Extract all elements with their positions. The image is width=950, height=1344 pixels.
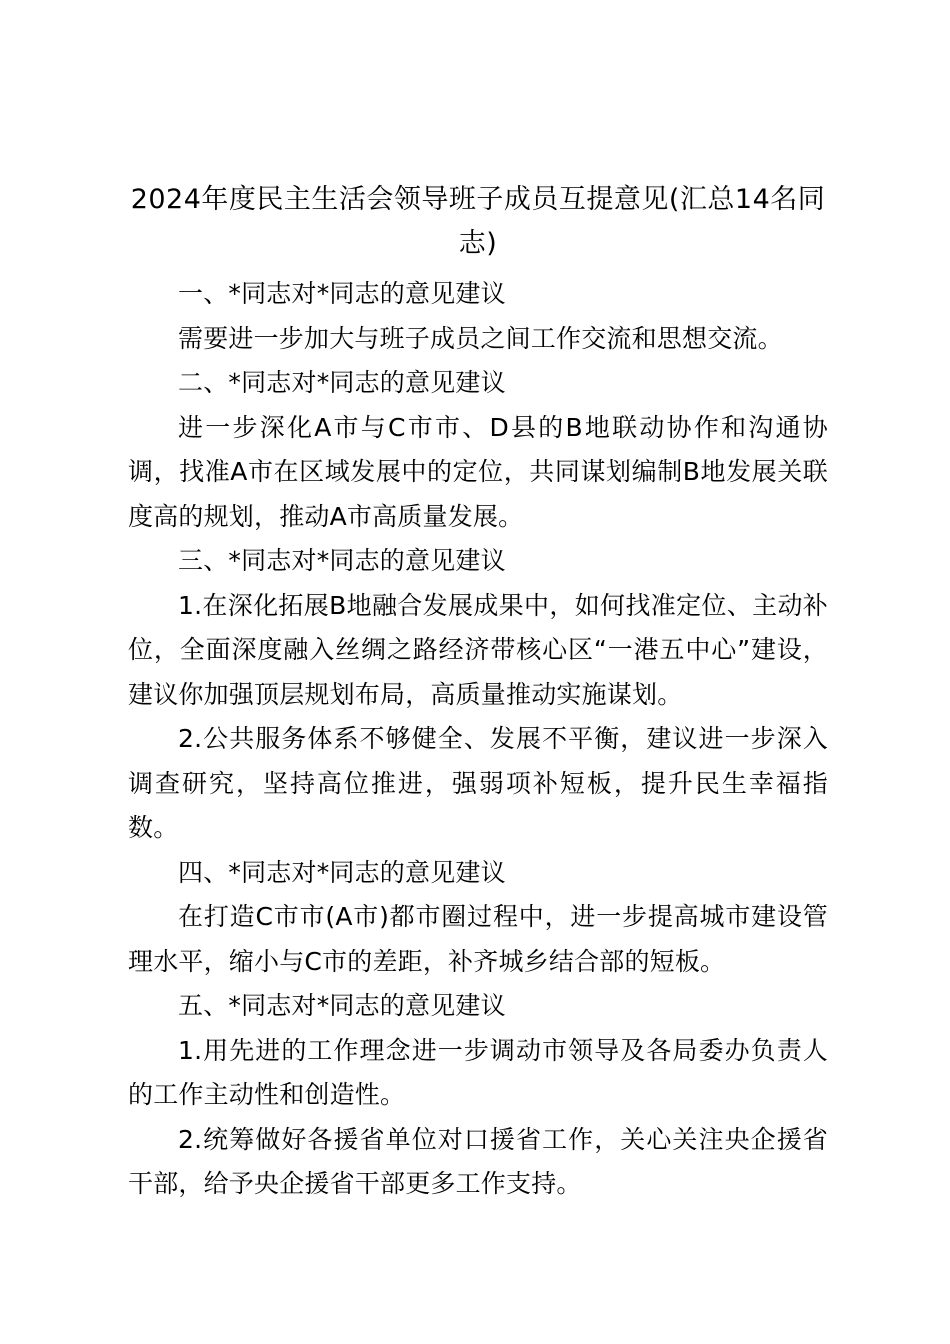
section-heading-3: 三、*同志对*同志的意见建议 — [178, 546, 506, 575]
section-heading-1: 一、*同志对*同志的意见建议 — [178, 279, 506, 308]
section-heading-4: 四、*同志对*同志的意见建议 — [178, 857, 506, 887]
section-body-2: 进一步深化A市与C市市、D县的B地联动协作和沟通协调，找准A市在区域发展中的定位，共同谋划编制B地发展关联度高的规划，推动A市高质量发展。 — [128, 412, 828, 531]
section-body-3-item-1: 1.在深化拓展B地融合发展成果中，如何找准定位、主动补位，全面深度融入丝绸之路经济带核心区“一港五中心”建设，建议你加强顶层规划布局，高质量推动实施谋划。 — [128, 590, 828, 709]
document-page — [128, 178, 828, 1207]
section-body-5-item-2: 2.统筹做好各援省单位对口援省工作，关心关注央企援省干部，给予央企援省干部更多工作支持。 — [128, 1124, 828, 1198]
document-title: 2024年度民主生活会领导班子成员互提意见(汇总14名同志) — [130, 184, 826, 259]
section-body-1: 需要进一步加大与班子成员之间工作交流和思想交流。 — [178, 323, 783, 353]
section-body-4: 在打造C市市(A市)都市圈过程中，进一步提高城市建设管理水平，缩小与C市的差距，补齐城乡结合部的短板。 — [128, 902, 828, 976]
section-body-3-item-2: 2.公共服务体系不够健全、发展不平衡，建议进一步深入调查研究，坚持高位推进，强弱项补短板，提升民生幸福指数。 — [128, 724, 828, 842]
section-heading-5: 五、*同志对*同志的意见建议 — [178, 991, 506, 1020]
section-heading-2: 二、*同志对*同志的意见建议 — [178, 368, 506, 397]
section-body-5-item-1: 1.用先进的工作理念进一步调动市领导及各局委办负责人的工作主动性和创造性。 — [128, 1035, 828, 1109]
